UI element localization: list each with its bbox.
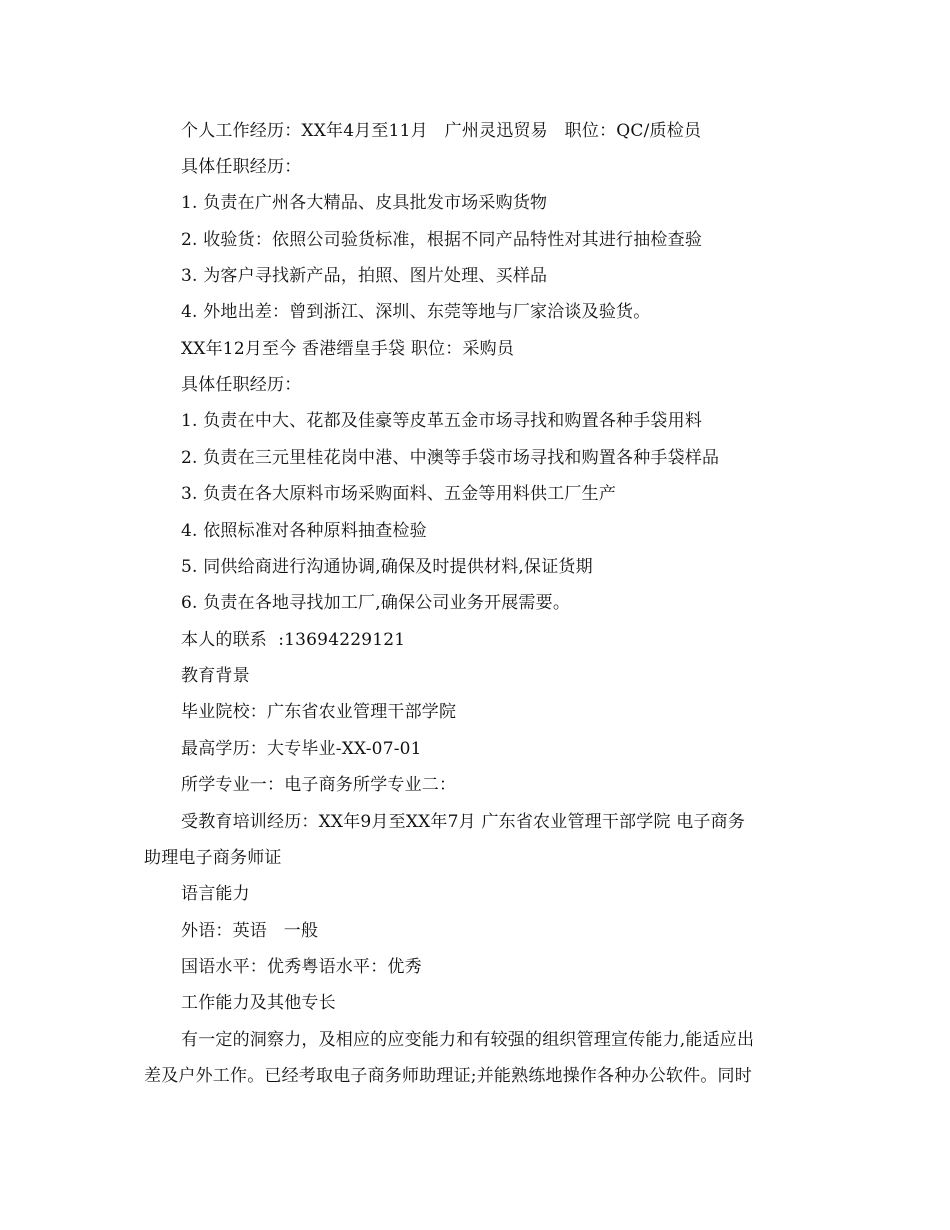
mandarin-cantonese-level: 国语水平：优秀粤语水平：优秀 [181, 957, 422, 977]
highest-degree: 最高学历：大专毕业-XX-07-01 [181, 739, 422, 759]
job1-duty-1: 1. 负责在广州各大精品、皮具批发市场采购货物 [181, 193, 548, 213]
job2-header: XX年12月至今 香港缙皇手袋 职位：采购员 [181, 339, 515, 359]
contact-line: 本人的联系 :13694229121 [181, 630, 406, 650]
job-details-heading-2: 具体任职经历： [181, 375, 302, 395]
job1-duty-2: 2. 收验货：依照公司验货标准，根据不同产品特性对其进行抽检查验 [181, 230, 703, 250]
education-heading: 教育背景 [181, 666, 250, 686]
job2-duty-4: 4. 依照标准对各种原料抽查检验 [181, 521, 427, 541]
majors: 所学专业一：电子商务所学专业二： [181, 775, 457, 795]
training-history-cont: 助理电子商务师证 [144, 848, 282, 868]
training-history: 受教育培训经历：XX年9月至XX年7月 广东省农业管理干部学院 电子商务 [181, 812, 746, 832]
language-heading: 语言能力 [181, 884, 250, 904]
graduate-school: 毕业院校：广东省农业管理干部学院 [181, 702, 457, 722]
foreign-language: 外语：英语 一般 [181, 921, 319, 941]
job2-duty-5: 5. 同供给商进行沟通协调,确保及时提供材料,保证货期 [181, 557, 593, 577]
job1-duty-3: 3. 为客户寻找新产品，拍照、图片处理、买样品 [181, 266, 548, 286]
job2-duty-1: 1. 负责在中大、花都及佳豪等皮革五金市场寻找和购置各种手袋用料 [181, 411, 703, 431]
job-details-heading-1: 具体任职经历： [181, 157, 302, 177]
job2-duty-2: 2. 负责在三元里桂花岗中港、中澳等手袋市场寻找和购置各种手袋样品 [181, 448, 720, 468]
skills-paragraph-cont: 差及户外工作。已经考取电子商务师助理证;并能熟练地操作各种办公软件。同时 [144, 1066, 752, 1086]
job2-duty-6: 6. 负责在各地寻找加工厂,确保公司业务开展需要。 [181, 593, 571, 613]
work-history-header: 个人工作经历：XX年4月至11月 广州灵迅贸易 职位：QC/质检员 [181, 121, 702, 141]
skills-heading: 工作能力及其他专长 [181, 993, 336, 1013]
job2-duty-3: 3. 负责在各大原料市场采购面料、五金等用料供工厂生产 [181, 484, 617, 504]
skills-paragraph: 有一定的洞察力，及相应的应变能力和有较强的组织管理宣传能力,能适应出 [181, 1030, 755, 1050]
job1-duty-4: 4. 外地出差：曾到浙江、深圳、东莞等地与厂家洽谈及验货。 [181, 302, 651, 322]
